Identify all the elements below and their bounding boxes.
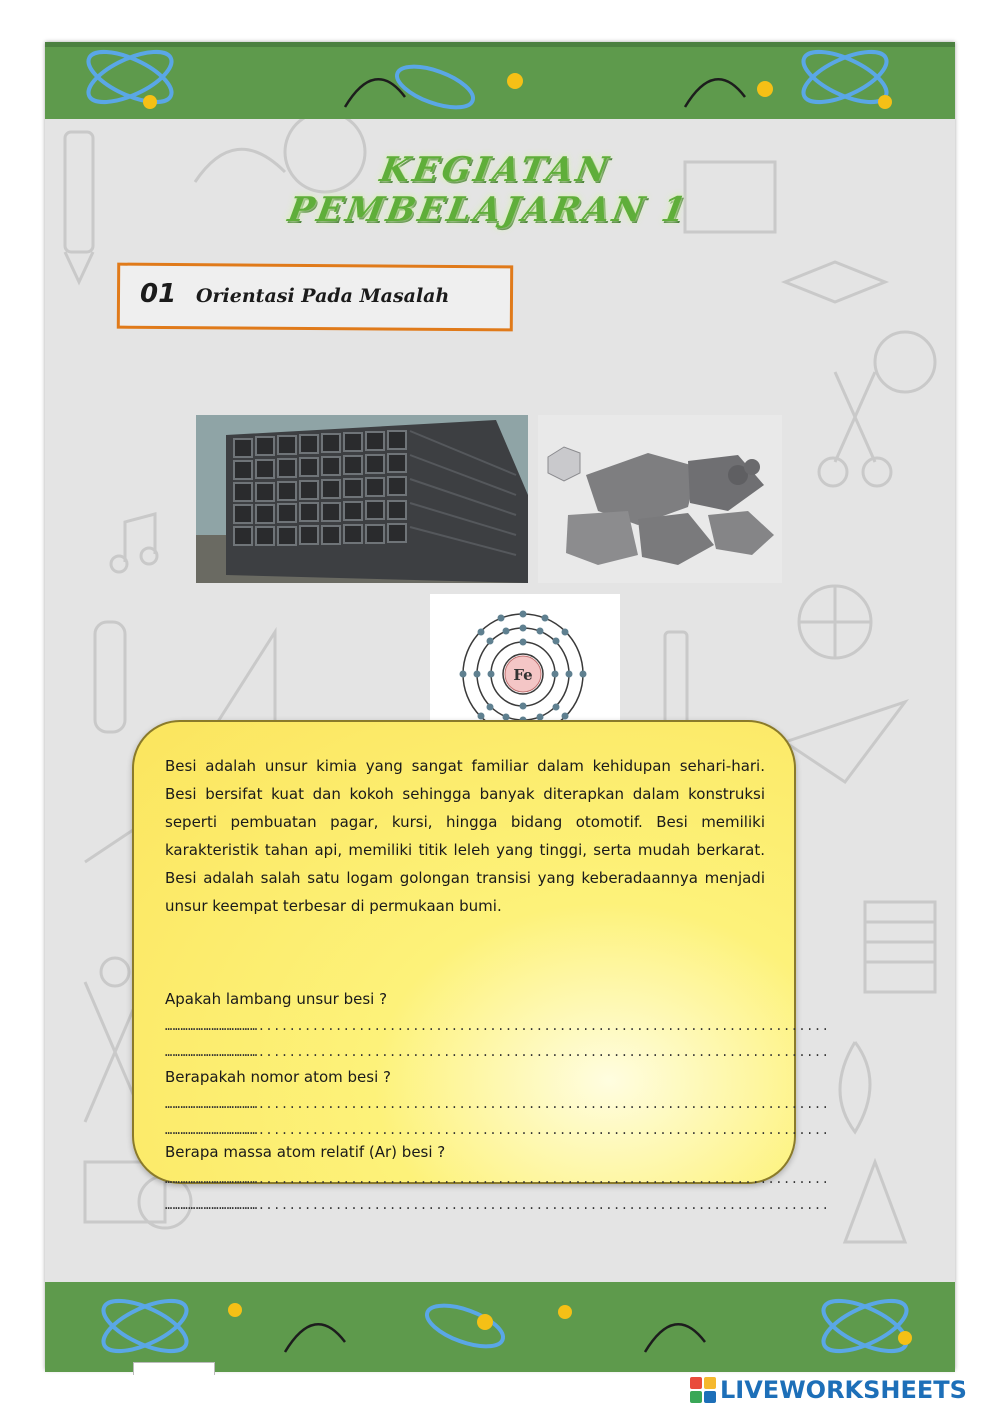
intro-paragraph: Besi adalah unsur kimia yang sangat familiar dalam kehidupan sehari-hari. Besi bersifat kuat dan kokoh sehingga banyak diterapkan dalam konstruksi seperti pembuatan pagar, kursi, hingga bidang otomotif. Besi memiliki karakteristik tahan api, memiliki titik leleh yang tinggi, serta mudah berkarat. Besi adalah salah satu logam golongan transisi yang keberadaannya menjadi unsur keempat terbesar di permukaan bumi. [165,757,765,915]
answer-line-3a[interactable]: ……………………………….......................................................................... [165,1172,830,1186]
page-tab [133,1362,215,1375]
answer-line-3b[interactable]: ……………………………….......................................................................... [165,1198,830,1212]
question-1: Apakah lambang unsur besi ? [165,990,388,1008]
brand-name: LIVEWORKSHEETS [720,1376,967,1404]
liveworksheets-brand[interactable] [690,1374,967,1406]
answer-line-2a[interactable]: ……………………………….......................................................................... [165,1097,830,1111]
atom-symbol: Fe [513,666,533,684]
liveworksheets-logo-icon [690,1377,716,1403]
question-3: Berapa massa atom relatif (Ar) besi ? [165,1143,446,1161]
header-band [45,42,955,119]
answer-line-2b[interactable]: ……………………………….......................................................................... [165,1123,830,1137]
section-number: 01 [140,279,177,309]
page-title: KEGIATAN PEMBELAJARAN 1 [285,150,692,230]
steel-beams-photo [196,415,528,583]
iron-pieces-photo [538,415,782,583]
question-2: Berapakah nomor atom besi ? [165,1068,391,1086]
answer-line-1a[interactable]: ……………………………….......................................................................... [165,1019,830,1033]
footer-band [45,1282,955,1372]
section-label: Orientasi Pada Masalah [196,285,450,307]
answer-line-1b[interactable]: ……………………………….......................................................................... [165,1045,830,1059]
